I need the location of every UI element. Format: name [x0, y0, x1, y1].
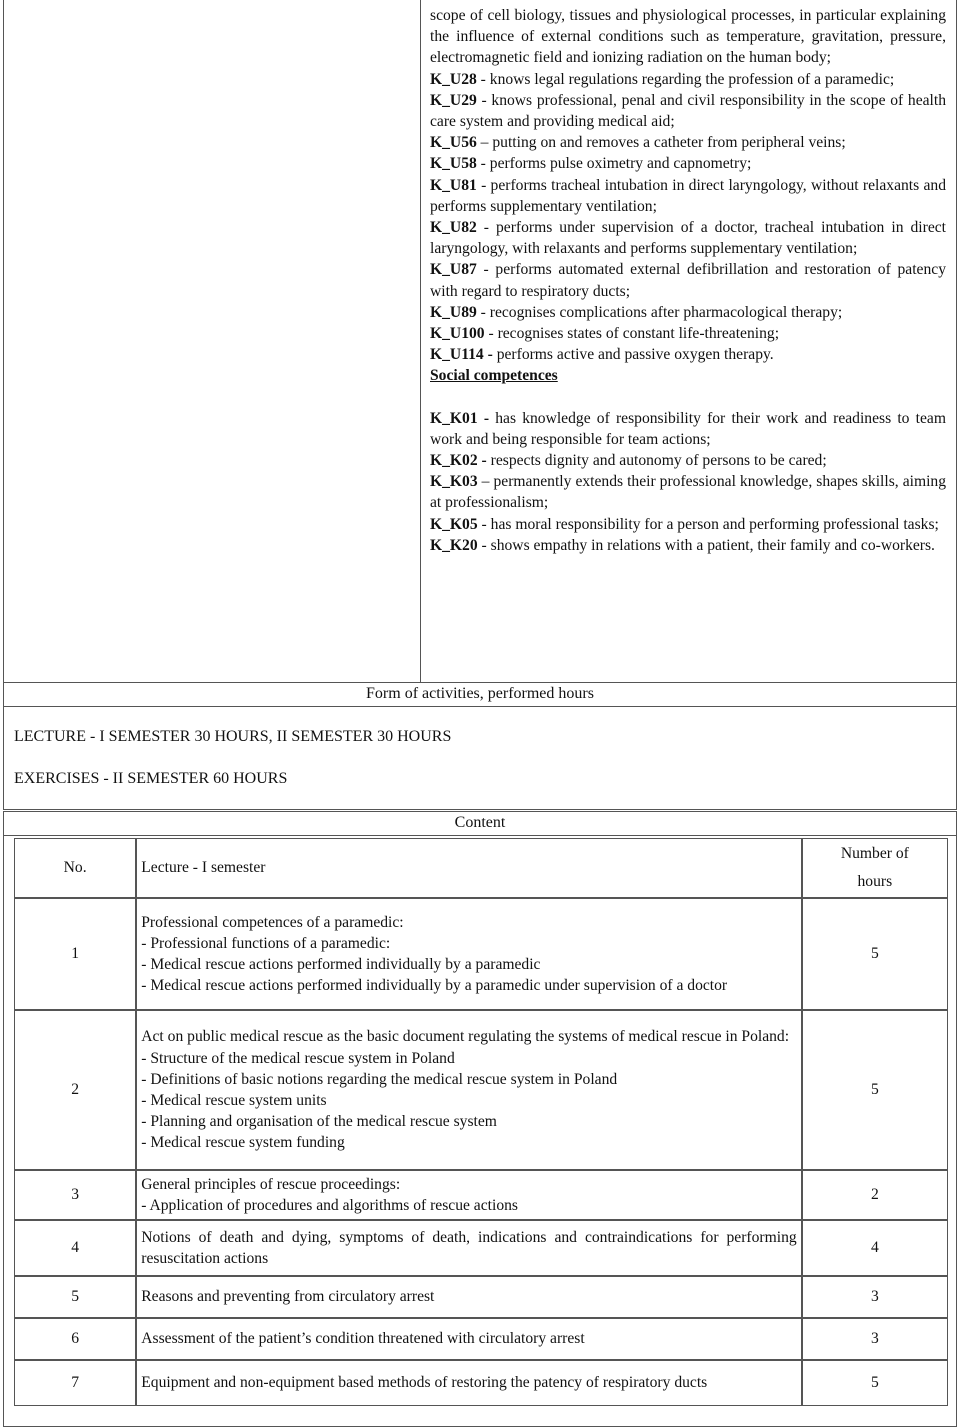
social-code: K_K20	[430, 536, 478, 554]
skills-code: K_U100	[430, 325, 485, 343]
skills-item	[430, 69, 946, 90]
skills-item	[430, 217, 946, 259]
row-topic: General principles of rescue proceedings: - Application of procedures and algorithms of rescue actions	[136, 1170, 801, 1220]
column-header-no: No.	[14, 838, 136, 898]
skills-item	[430, 344, 946, 365]
social-code: K_K02 -	[430, 452, 487, 470]
skills-code: K_U87	[430, 261, 477, 279]
skills-list	[430, 69, 946, 366]
row-number: 3	[14, 1170, 136, 1220]
table-row	[14, 1220, 948, 1276]
row-topic: Professional competences of a paramedic: - Professional functions of a paramedic: - Medical rescue actions performed individually by a paramedic - Medical rescue actions performed individually by a paramedic under supervision of a doctor	[136, 898, 801, 1010]
social-item	[430, 535, 946, 556]
social-item	[430, 450, 946, 471]
row-hours: 4	[802, 1220, 948, 1276]
skills-code: K_U114 -	[430, 346, 493, 364]
row-topic: Equipment and non-equipment based methods of restoring the patency of respiratory ducts	[136, 1360, 801, 1406]
skills-text: - knows professional, penal and civil responsibility in the scope of health care system and providing medical aid;	[430, 91, 946, 131]
skills-code: K_U82	[430, 219, 477, 237]
social-competences-list	[430, 408, 946, 556]
skills-code: K_U29	[430, 91, 477, 109]
outcomes-intro: scope of cell biology, tissues and physiological processes, in particular explaining the influence of external conditions such as temperature, gravitation, pressure, electromagnetic field and ionizing radiation on the human body;	[430, 7, 946, 67]
skills-item	[430, 323, 946, 344]
social-item	[430, 471, 946, 513]
column-header-hours: Number of hours	[802, 838, 948, 898]
skills-item	[430, 259, 946, 301]
social-competences-heading: Social competences	[430, 367, 558, 385]
social-code: K_K01 -	[430, 409, 490, 427]
skills-text: - performs tracheal intubation in direct laryngology, without relaxants and performs supplementary ventilation;	[430, 176, 946, 215]
skills-code: K_U89	[430, 303, 477, 321]
skills-text: – putting on and removes a catheter from peripheral veins;	[476, 134, 846, 152]
row-number: 2	[14, 1010, 136, 1170]
table-row	[14, 1318, 948, 1360]
skills-text: performs active and passive oxygen therapy.	[492, 346, 774, 364]
lecture-content-table	[14, 838, 948, 1406]
social-text: - has moral responsibility for a person and performing professional tasks;	[477, 515, 939, 533]
exercises-hours-line: EXERCISES - II SEMESTER 60 HOURS	[14, 770, 288, 787]
table-row	[14, 1010, 948, 1170]
activities-header: Form of activities, performed hours	[366, 685, 594, 702]
row-hours: 2	[802, 1170, 948, 1220]
skills-code: K_U58	[430, 155, 477, 173]
row-hours: 3	[802, 1318, 948, 1360]
content-header: Content	[454, 814, 506, 831]
table-header-row	[14, 838, 948, 898]
row-number: 5	[14, 1276, 136, 1318]
row-topic: Act on public medical rescue as the basic document regulating the systems of medical rescue in Poland: - Structure of the medical rescue system in Poland - Definitions of basic notions regarding the medical rescue system in Poland - Medical rescue system units - Planning and organisation of the medical rescue system - Medical rescue system funding	[136, 1010, 801, 1170]
row-number: 6	[14, 1318, 136, 1360]
skills-item	[430, 90, 946, 132]
skills-code: K_U81	[430, 176, 477, 194]
table-row	[14, 1360, 948, 1406]
row-number: 4	[14, 1220, 136, 1276]
row-hours: 3	[802, 1276, 948, 1318]
skills-code: K_U28	[430, 70, 477, 88]
row-topic: Assessment of the patient’s condition threatened with circulatory arrest	[136, 1318, 801, 1360]
skills-text: - recognises complications after pharmacological therapy;	[476, 303, 843, 321]
row-hours: 5	[802, 1010, 948, 1170]
skills-text: - performs pulse oximetry and capnometry;	[476, 155, 752, 173]
row-topic: Reasons and preventing from circulatory arrest	[136, 1276, 801, 1318]
skills-item	[430, 132, 946, 153]
social-code: K_K05	[430, 515, 478, 533]
skills-text: - performs under supervision of a doctor, tracheal intubation in direct laryngology, with relaxants and performs supplementary ventilation;	[430, 219, 946, 258]
social-text: respects dignity and autonomy of persons to be cared;	[486, 452, 827, 470]
content-header-line	[3, 835, 957, 836]
table-row	[14, 1170, 948, 1220]
row-number: 1	[14, 898, 136, 1010]
skills-code: K_U56	[430, 134, 477, 152]
social-text: - shows empathy in relations with a patient, their family and co-workers.	[477, 536, 935, 554]
social-item	[430, 514, 946, 535]
skills-text: - recognises states of constant life-threatening;	[484, 325, 780, 343]
skills-item	[430, 153, 946, 174]
social-text: – permanently extends their professional knowledge, shapes skills, aiming at professionalism;	[430, 473, 946, 512]
column-header-title: Lecture - I semester	[136, 838, 801, 898]
skills-text: - knows legal regulations regarding the profession of a paramedic;	[476, 70, 895, 88]
row-topic: Notions of death and dying, symptoms of death, indications and contraindications for performing resuscitation actions	[136, 1220, 801, 1276]
social-item	[430, 408, 946, 450]
activities-header-line	[3, 706, 957, 707]
social-code: K_K03	[430, 473, 478, 491]
skills-text: - performs automated external defibrillation and restoration of patency with regard to respiratory ducts;	[430, 261, 946, 300]
learning-outcomes	[430, 5, 946, 556]
table-row	[14, 1276, 948, 1318]
row-hours: 5	[802, 898, 948, 1010]
row-number: 7	[14, 1360, 136, 1406]
lecture-hours-line: LECTURE - I SEMESTER 30 HOURS, II SEMESTER 30 HOURS	[14, 728, 452, 745]
skills-item	[430, 302, 946, 323]
table-row	[14, 898, 948, 1010]
skills-item	[430, 175, 946, 217]
outcomes-column-divider	[420, 0, 421, 683]
row-hours: 5	[802, 1360, 948, 1406]
social-text: has knowledge of responsibility for their work and readiness to team work and being responsible for team actions;	[430, 409, 946, 448]
